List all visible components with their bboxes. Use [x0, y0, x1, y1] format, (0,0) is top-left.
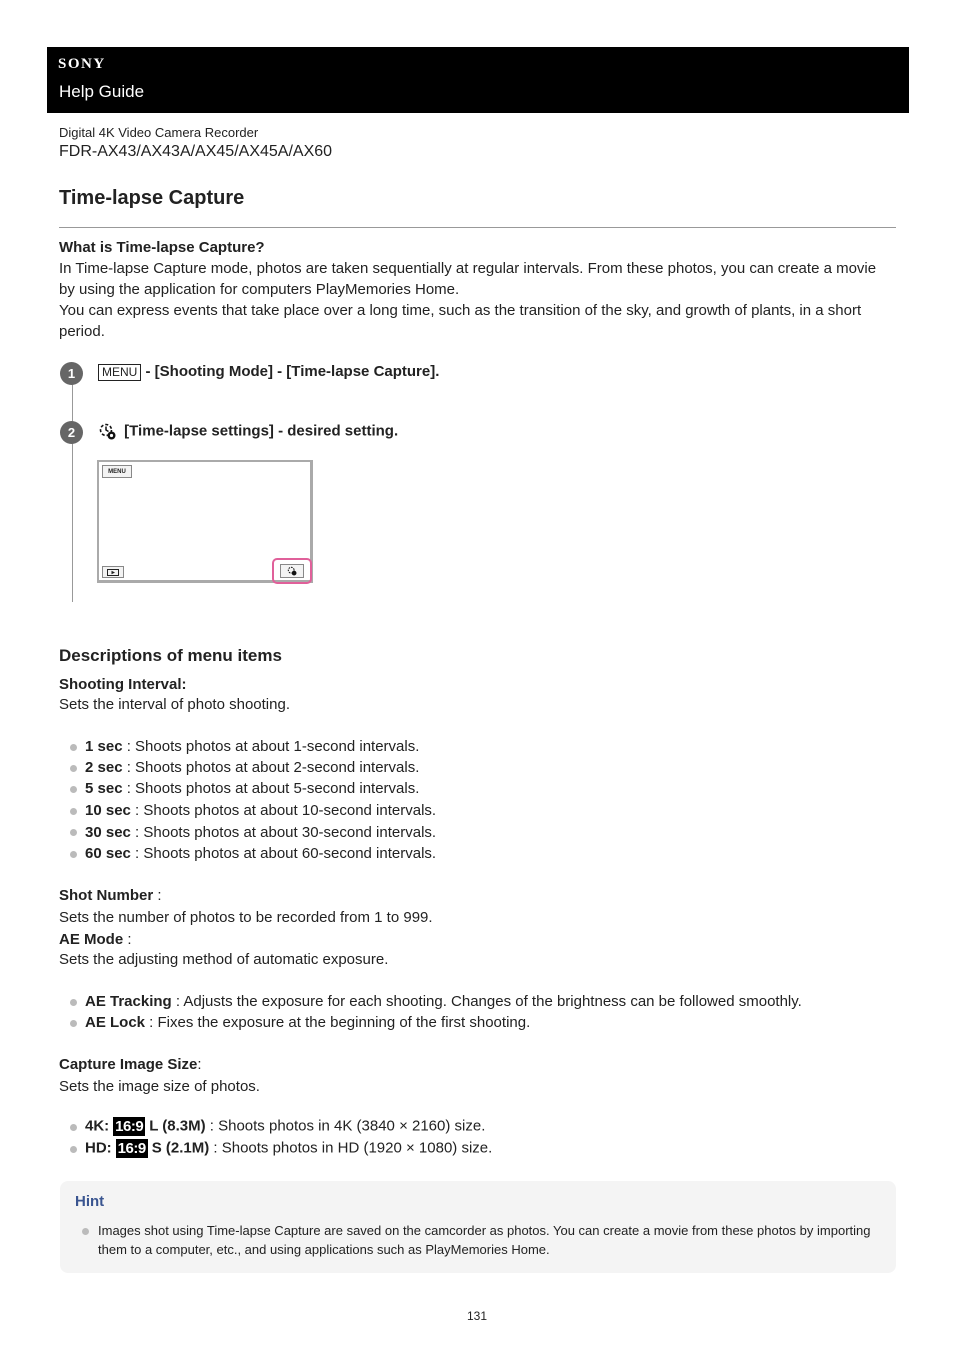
shot-number-line: [59, 887, 162, 904]
item-term: 30 sec: [85, 824, 131, 841]
ae-mode-desc: Sets the adjusting method of automatic exposure.: [59, 951, 389, 968]
list-item: [85, 1014, 530, 1031]
list-item: [85, 759, 419, 776]
item-size: S (2.1M): [151, 1139, 210, 1157]
bullet-icon: [70, 1020, 77, 1027]
list-item: [85, 1117, 485, 1136]
item-term: HD:: [85, 1139, 112, 1157]
item-text: : Shoots photos at about 1-second intervals.: [122, 738, 420, 755]
shot-number-desc: Sets the number of photos to be recorded from 1 to 999.: [59, 909, 433, 926]
brand-logo: SONY: [58, 56, 106, 72]
list-item: [85, 780, 419, 797]
item-term: 2 sec: [85, 759, 123, 776]
label-suffix: :: [153, 887, 162, 904]
item-text: : Shoots photos at about 5-second intervals.: [122, 780, 420, 797]
bullet-icon: [82, 1228, 89, 1235]
step-2-text: [98, 422, 398, 441]
bullet-icon: [70, 829, 77, 836]
item-term: 1 sec: [85, 738, 123, 755]
bullet-icon: [70, 808, 77, 815]
header-bar: [47, 47, 909, 113]
help-guide-label: Help Guide: [59, 82, 145, 101]
list-item: [85, 1139, 492, 1158]
hint-text: Images shot using Time-lapse Capture are saved on the camcorder as photos. You can create a movie from these photos by importing them to a computer, etc., and using applications such as PlayMemories Home.: [98, 1223, 871, 1257]
step-2-label: [Time-lapse settings] - desired setting.: [124, 422, 399, 440]
item-text: : Shoots photos at about 10-second intervals.: [130, 802, 437, 819]
list-item: [85, 824, 436, 841]
step-2-number: 2: [60, 421, 83, 444]
bullet-icon: [70, 851, 77, 858]
item-term: 60 sec: [85, 845, 131, 862]
ae-mode-line: [59, 931, 132, 948]
aspect-ratio-badge: 16:9: [115, 1118, 144, 1135]
image-size-label: Capture Image Size: [59, 1056, 198, 1073]
step-1-label: - [Shooting Mode] - [Time-lapse Capture].: [145, 363, 440, 380]
time-lapse-icon: [98, 422, 117, 441]
shot-number-label: Shot Number: [59, 887, 154, 904]
page-number: 131: [466, 1309, 488, 1323]
intro-section: [59, 239, 889, 342]
item-text: : Shoots photos in HD (1920 × 1080) size.: [209, 1139, 493, 1157]
intro-paragraph-2: You can express events that take place over a long time, such as the transition of the sky, and growth of plants, in a short period.: [59, 302, 862, 340]
item-text: : Shoots photos at about 60-second intervals.: [130, 845, 437, 862]
list-item: [85, 802, 436, 819]
ae-mode-label: AE Mode: [59, 931, 124, 948]
hint-title: Hint: [75, 1193, 105, 1210]
step-1-text: [98, 363, 439, 381]
bullet-icon: [70, 1146, 77, 1153]
item-term: 5 sec: [85, 780, 123, 797]
title-divider: [59, 227, 896, 228]
item-text: : Shoots photos at about 30-second intervals.: [130, 824, 437, 841]
page-title: Time-lapse Capture: [59, 187, 245, 209]
playback-icon[interactable]: [102, 566, 124, 578]
step-line: [72, 376, 73, 602]
step-1-number: 1: [60, 362, 83, 385]
item-term: AE Lock: [85, 1014, 146, 1031]
item-text: : Adjusts the exposure for each shooting. Changes of the brightness can be followed smoothly.: [171, 993, 802, 1010]
bullet-icon: [70, 786, 77, 793]
intro-heading: What is Time-lapse Capture?: [59, 239, 265, 256]
aspect-ratio-badge: 16:9: [117, 1140, 146, 1157]
bullet-icon: [70, 1124, 77, 1131]
bullet-icon: [70, 765, 77, 772]
item-text: : Fixes the exposure at the beginning of the first shooting.: [145, 1014, 531, 1031]
bullet-icon: [70, 999, 77, 1006]
item-text: : Shoots photos at about 2-second intervals.: [122, 759, 420, 776]
item-term: 4K:: [85, 1117, 110, 1135]
item-term: 10 sec: [85, 802, 131, 819]
highlight-frame: [272, 558, 312, 584]
bullet-icon: [70, 744, 77, 751]
model-name: FDR-AX43/AX43A/AX45/AX45A/AX60: [59, 143, 333, 160]
list-item: [85, 738, 419, 755]
intro-paragraph-1: In Time-lapse Capture mode, photos are taken sequentially at regular intervals. From these photos, you can create a movie by using the application for computers PlayMemories Home.: [59, 260, 877, 298]
label-suffix: :: [123, 931, 132, 948]
item-term: AE Tracking: [85, 993, 172, 1010]
item-text: : Shoots photos in 4K (3840 × 2160) size.: [205, 1117, 486, 1135]
screen-menu-button[interactable]: MENU: [102, 465, 132, 478]
image-size-desc: Sets the image size of photos.: [59, 1078, 260, 1095]
descriptions-heading: Descriptions of menu items: [59, 646, 282, 665]
image-size-line: [59, 1056, 202, 1073]
menu-key-icon: MENU: [98, 364, 141, 381]
list-item: [85, 845, 436, 862]
item-size: L (8.3M): [149, 1117, 206, 1135]
shooting-interval-label: Shooting Interval:: [59, 676, 187, 693]
shooting-interval-desc: Sets the interval of photo shooting.: [59, 696, 290, 713]
label-suffix: :: [197, 1056, 202, 1073]
list-item: [85, 993, 802, 1010]
product-name: Digital 4K Video Camera Recorder: [59, 125, 259, 140]
